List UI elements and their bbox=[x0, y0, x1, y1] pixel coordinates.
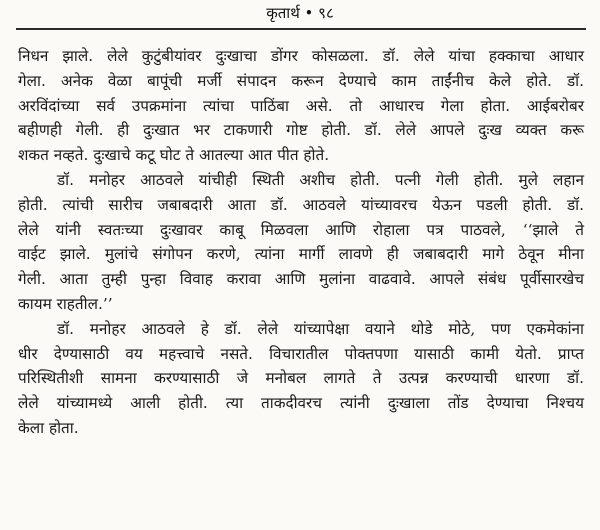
body-text bbox=[18, 44, 584, 441]
text-line: गेली. आता तुम्ही पुन्हा विवाह करावा आणि मुलांना वाढवावे. आपले संबंध पूर्वीसारखेच bbox=[18, 270, 584, 289]
text-line: होती. त्यांची सारीच जबाबदारी आता डॉ. आठवले यांच्यावरच येऊन पडली होती. डॉ. bbox=[18, 195, 584, 214]
text-line: लेले यांनी स्वतःच्या दुःखावर काबू मिळवला आणि रोहाला पत्र पाठवले, ‘‘झाले ते bbox=[18, 220, 584, 239]
text-line: अरविंदांच्या सर्व उपक्रमांना त्यांचा पाठिंबा असे. तो आधारच गेला होता. आईबरोबर bbox=[18, 96, 584, 115]
text-line: धीर देण्यासाठी वय महत्त्वाचे नसते. विचारातील पोक्तपणा यासाठी कामी येतो. प्राप्त bbox=[18, 344, 584, 363]
text-line: शकत नव्हते. दुःखाचे कटू घोट ते आतल्या आत पीत होते. bbox=[18, 146, 330, 165]
text-line: वाईट झाले. मुलांचे संगोपन करणे, त्यांना मार्गी लावणे ही जबाबदारी मागे ठेवून मीना bbox=[18, 245, 584, 264]
header-rule bbox=[16, 28, 586, 30]
text-line: डॉ. मनोहर आठवले यांचीही स्थिती अशीच होती. पत्नी गेली होती. मुले लहान bbox=[57, 170, 584, 189]
text-line: परिस्थितीशी सामना करण्यासाठी जे मनोबल लागते ते उत्पन्न करण्याची धारणा डॉ. bbox=[18, 369, 584, 388]
text-line: निधन झाले. लेले कुटुंबीयांवर दुःखाचा डोंगर कोसळला. डॉ. लेले यांचा हक्काचा आधार bbox=[18, 47, 584, 65]
text-line: डॉ. मनोहर आठवले हे डॉ. लेले यांच्यापेक्षा वयाने थोडे मोठे, पण एकमेकांना bbox=[57, 319, 584, 338]
text-line: बहीणही गेली. ही दुःखात भर टाकणारी गोष्ट होती. डॉ. लेले आपले दुःख व्यक्त करू bbox=[18, 121, 584, 140]
running-head: कृतार्थ • ९८ bbox=[266, 4, 334, 22]
text-line: कायम राहतील.’’ bbox=[18, 294, 113, 313]
text-line: केला होता. bbox=[18, 418, 79, 437]
text-line: लेले यांच्यामध्ये आली होती. त्या ताकदीवरच त्यांनी दुःखाला तोंड देण्याचा निश्चय bbox=[18, 394, 584, 413]
text-line: गेला. अनेक वेळा बापूंची मर्जी संपादन करून देण्याचे काम ताईंनीच केले होते. डॉ. bbox=[18, 71, 584, 90]
